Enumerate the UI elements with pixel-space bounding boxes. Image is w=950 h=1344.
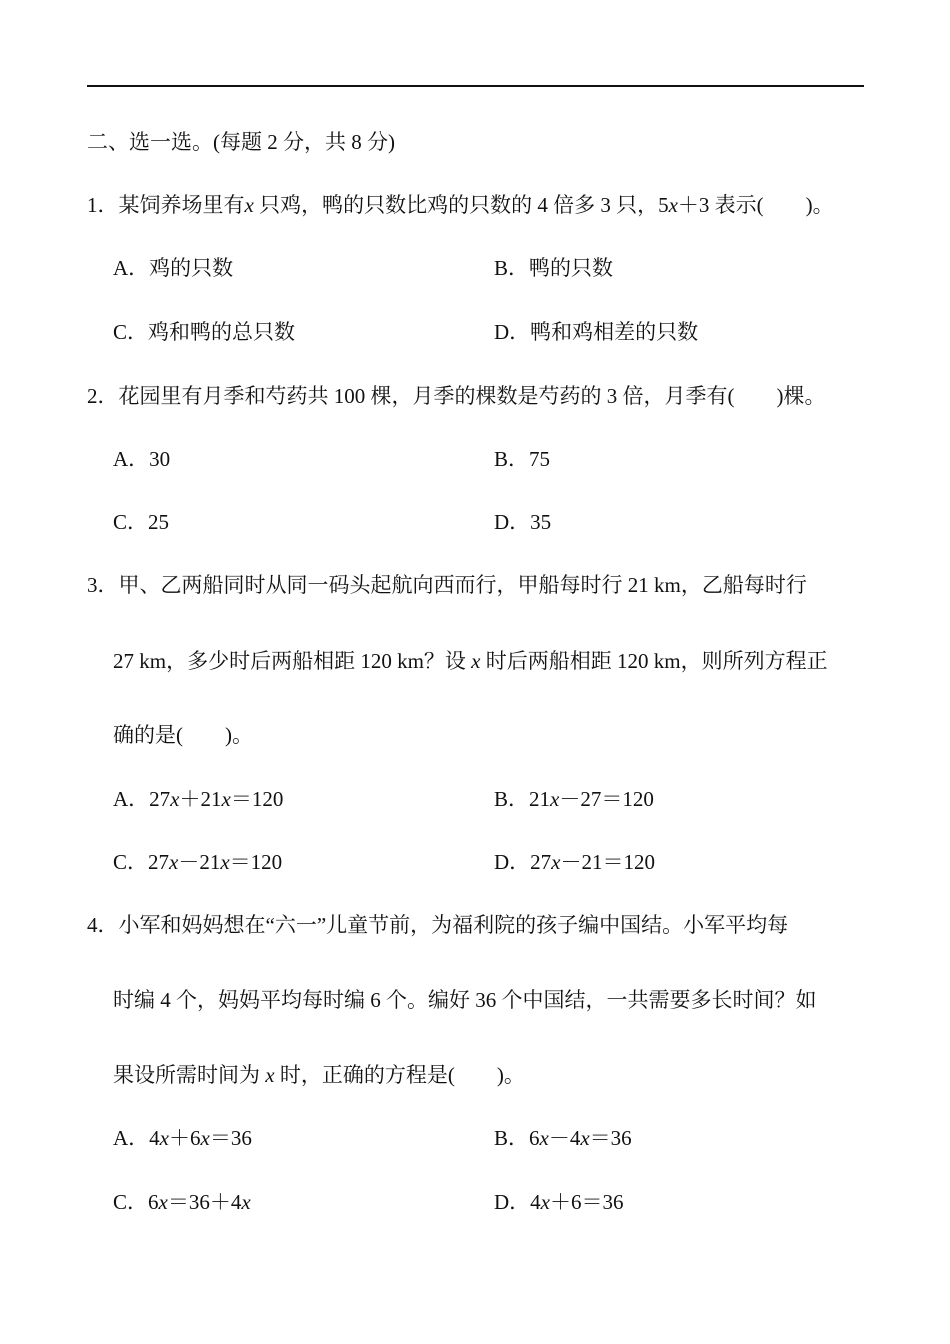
top-rule	[87, 85, 864, 87]
q2-option-c[interactable]: C．25	[113, 510, 170, 534]
q2-option-b[interactable]: B．75	[494, 447, 551, 471]
q4-option-b[interactable]: B．6x－4x＝36	[494, 1126, 632, 1150]
question-1-stem: 1．某饲养场里有x 只鸡，鸭的只数比鸡的只数的 4 倍多 3 只，5x＋3 表示( )。	[87, 193, 834, 217]
q1-option-c[interactable]: C．鸡和鸭的总只数	[113, 320, 296, 344]
q1-option-d[interactable]: D．鸭和鸡相差的只数	[494, 320, 699, 344]
q3-option-c[interactable]: C．27x－21x＝120	[113, 850, 283, 874]
question-3-stem-line1: 3．甲、乙两船同时从同一码头起航向西而行，甲船每时行 21 km，乙船每时行	[87, 573, 807, 597]
q3-option-a[interactable]: A．27x＋21x＝120	[113, 787, 284, 811]
question-3-stem-line3: 确的是( )。	[113, 723, 253, 747]
q1-option-a[interactable]: A．鸡的只数	[113, 256, 234, 280]
q1-option-b[interactable]: B．鸭的只数	[494, 256, 614, 280]
question-4-stem-line2: 时编 4 个，妈妈平均每时编 6 个。编好 36 个中国结，一共需要多长时间？如	[113, 988, 817, 1012]
question-4-stem-line3: 果设所需时间为 x 时，正确的方程是( )。	[113, 1063, 525, 1087]
q2-option-d[interactable]: D．35	[494, 510, 552, 534]
question-2-stem: 2．花园里有月季和芍药共 100 棵，月季的棵数是芍药的 3 倍，月季有( )棵。	[87, 384, 826, 408]
q4-option-a[interactable]: A．4x＋6x＝36	[113, 1126, 252, 1150]
question-4-stem-line1: 4．小军和妈妈想在“六一”儿童节前，为福利院的孩子编中国结。小军平均每	[87, 913, 789, 937]
q4-option-c[interactable]: C．6x＝36＋4x	[113, 1190, 251, 1214]
question-3-stem-line2: 27 km，多少时后两船相距 120 km？设 x 时后两船相距 120 km，则所列方程正	[113, 649, 828, 673]
q3-option-d[interactable]: D．27x－21＝120	[494, 850, 655, 874]
section-title: 二、选一选。(每题 2 分，共 8 分)	[87, 130, 395, 154]
q2-option-a[interactable]: A．30	[113, 447, 171, 471]
q3-option-b[interactable]: B．21x－27＝120	[494, 787, 654, 811]
q4-option-d[interactable]: D．4x＋6＝36	[494, 1190, 624, 1214]
